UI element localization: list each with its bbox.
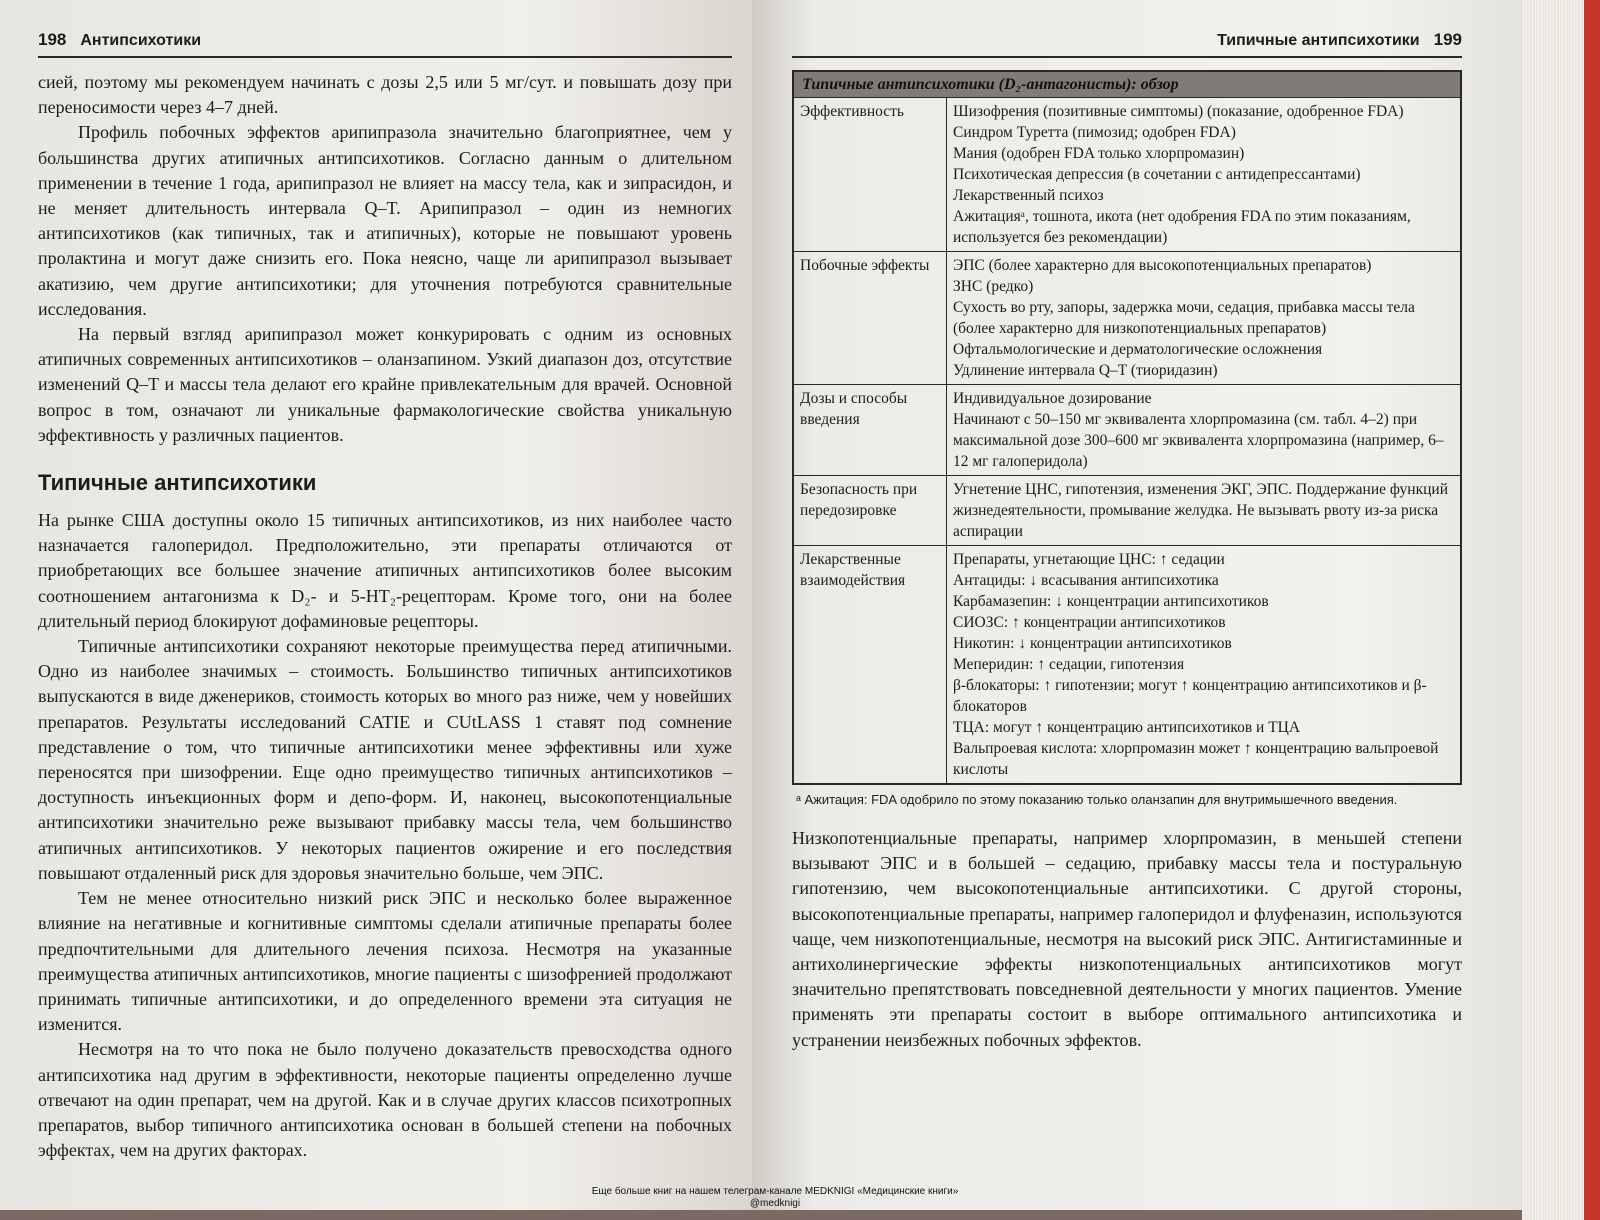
row-label: Дозы и способы введения	[793, 385, 947, 476]
left-page	[0, 0, 752, 1210]
table-line: Никотин: ↓ концентрации антипсихотиков	[953, 635, 1232, 652]
table-row	[793, 252, 1461, 385]
row-label: Побочные эффекты	[793, 252, 947, 385]
left-paragraph: сией, поэтому мы рекомендуем начинать с дозы 2,5 или 5 мг/сут. и повышать дозу при переносимости через 4–7 дней.	[38, 72, 732, 118]
table-line: Начинают с 50–150 мг эквивалента хлорпромазина (см. табл. 4–2) при максимальной дозе 300–600 мг эквивалента хлорпромазина (например, 6–12 мг галоперидола)	[953, 411, 1444, 470]
book-page-edge	[1522, 0, 1600, 1220]
section-paragraph: Несмотря на то что пока не было получено доказательств превосходства одного антипсихотика над другим в эффективности, некоторые пациенты определенно лучше отвечают на один препарат, чем на другой. Как и в случае других классов психотропных препаратов, выбор типичного антипсихотика основан в большей степени на побочных эффектах, чем на других факторах.	[38, 1039, 732, 1161]
table-line: Шизофрения (позитивные симптомы) (показание, одобренное FDA)	[953, 103, 1404, 120]
section-heading: Типичные антипсихотики	[38, 470, 317, 496]
table-line: Индивидуальное дозирование	[953, 390, 1152, 407]
table-line: ЗНС (редко)	[953, 278, 1034, 295]
table-line: Мания (одобрен FDA только хлорпромазин)	[953, 145, 1245, 162]
row-label: Лекарственные взаимодействия	[793, 546, 947, 785]
table-line: Угнетение ЦНС, гипотензия, изменения ЭКГ, ЭПС. Поддержание функций жизнедеятельности, промывание желудка. Не вызывать рвоту из-за риска аспирации	[953, 481, 1449, 540]
table-line: ЭПС (более характерно для высокопотенциальных препаратов)	[953, 257, 1372, 274]
table-line: Психотическая депрессия (в сочетании с антидепрессантами)	[953, 166, 1361, 183]
row-content	[947, 252, 1462, 385]
row-content	[947, 476, 1462, 546]
table-line: Вальпроевая кислота: хлорпромазин может ↑ концентрацию вальпроевой кислоты	[953, 740, 1439, 778]
table-line: Препараты, угнетающие ЦНС: ↑ седации	[953, 551, 1225, 568]
row-label: Безопасность при передозировке	[793, 476, 947, 546]
left-running-head	[38, 30, 732, 58]
watermark-line: Еще больше книг на нашем телеграм-канале MEDKNIGI «Медицинские книги»	[591, 1186, 959, 1197]
table-footnote: ᵃ Ажитация: FDA одобрило по этому показанию только оланзапин для внутримышечного введения.	[796, 792, 1398, 807]
table-row	[793, 385, 1461, 476]
table-line: Офтальмологические и дерматологические осложнения	[953, 341, 1323, 358]
table-line: β-блокаторы: ↑ гипотензии; могут ↑ концентрацию антипсихотиков и β-блокаторов	[953, 677, 1427, 715]
table-line: Лекарственный психоз	[953, 187, 1104, 204]
left-paragraph: На первый взгляд арипипразол может конкурировать с одним из основных атипичных современных антипсихотиков – оланзапином. Узкий диапазон доз, отсутствие изменений Q–T и массы тела делают его крайне привлекательным для врачей. Основной вопрос в том, означают ли уникальные фармакологические свойства уникальную эффективность у различных пациентов.	[38, 324, 732, 445]
right-page-number: 199	[1433, 30, 1462, 49]
table-line: ТЦА: могут ↑ концентрацию антипсихотиков и ТЦА	[953, 719, 1301, 736]
left-page-number: 198	[38, 30, 67, 49]
table-line: Меперидин: ↑ седации, гипотензия	[953, 656, 1185, 673]
section-paragraph: На рынке США доступны около 15 типичных антипсихотиков, из них наиболее часто назначается галоперидол. Предположительно, эти препараты отличаются от приобретающих все большее значение атипичных антипсихотиков более высоким соотношением антагонизма к D₂- и 5-HT₂-рецепторам. Кроме того, они на более длительный период блокируют дофаминовые рецепторы.	[38, 510, 732, 631]
table-line: Ажитацияᵃ, тошнота, икота (нет одобрения FDA по этим показаниям, используется без рекомендации)	[953, 208, 1411, 246]
left-paragraph: Профиль побочных эффектов арипипразола значительно благоприятнее, чем у большинства других атипичных антипсихотиков. Согласно данным о длительном применении в течение 1 года, арипипразол не влияет на массу тела, как и зипрасидон, и не меняет длительность интервала Q–T. Арипипразол – один из немногих антипсихотиков (как типичных, так и атипичных), которые не повышают уровень пролактина и могут даже снизить его. Пока неясно, чаще ли арипипразол вызывает акатизию, чем другие антипсихотики; для уточнения потребуются сравнительные исследования.	[38, 122, 732, 319]
row-content	[947, 98, 1462, 252]
right-paragraph: Низкопотенциальные препараты, например хлорпромазин, в меньшей степени вызывают ЭПС и в большей – седацию, прибавку массы тела и постуральную гипотензию, чем высокопотенциальные антипсихотики. С другой стороны, высокопотенциальные препараты, например галоперидол и флуфеназин, используются чаще, чем низкопотенциальные, несмотря на высокий риск ЭПС. Антигистаминные и антихолинергические эффекты низкопотенциальных антипсихотиков могут значительно препятствовать повседневной деятельности у многих пациентов. Умение применять эти препараты состоит в выборе оптимального антипсихотика и устранении неизбежных побочных эффектов.	[792, 828, 1462, 1050]
right-page	[752, 0, 1522, 1210]
table-row	[793, 546, 1461, 785]
watermark-handle: @medknigi	[749, 1198, 801, 1209]
table-row	[793, 476, 1461, 546]
table-line: Сухость во рту, запоры, задержка мочи, седация, прибавка массы тела (более характерно для низкопотенциальных препаратов)	[953, 299, 1415, 337]
row-label: Эффективность	[793, 98, 947, 252]
table-row	[793, 98, 1461, 252]
table-line: Удлинение интервала Q–T (тиоридазин)	[953, 362, 1218, 379]
table-line: СИОЗС: ↑ концентрации антипсихотиков	[953, 614, 1226, 631]
watermark	[0, 1186, 1550, 1210]
overview-table	[792, 70, 1462, 785]
section-paragraph: Типичные антипсихотики сохраняют некоторые преимущества перед атипичными. Одно из наиболее значимых – стоимость. Большинство типичных антипсихотиков выпускаются в виде дженериков, стоимость которых во много раз ниже, чем у новейших препаратов. Результаты исследований CATIE и CUtLASS 1 ставят под сомнение представление о том, что типичные антипсихотики менее эффективны или хуже переносятся при шизофрении. Еще одно преимущество типичных антипсихотиков – доступность инъекционных форм и депо-форм. И, наконец, высокопотенциальные антипсихотики значительно реже вызывают прибавку массы тела, чем большинство атипичных антипсихотиков. У некоторых пациентов ожирение и его последствия повышают отдаленный риск для здоровья значительно больше, чем ЭПС.	[38, 636, 732, 883]
right-running-title: Типичные антипсихотики	[1217, 32, 1420, 49]
section-paragraph: Тем не менее относительно низкий риск ЭПС и несколько более выраженное влияние на негативные и когнитивные симптомы сделали атипичные препараты более предпочтительными для длительного лечения психоза. Несмотря на указанные преимущества атипичных антипсихотиков, многие пациенты с шизофренией продолжают принимать типичные антипсихотики, и до определенного времени эта ситуация не изменится.	[38, 888, 732, 1035]
left-running-title: Антипсихотики	[80, 32, 202, 49]
table-title: Типичные антипсихотики (D₂-антагонисты): обзор	[793, 71, 1461, 98]
row-content	[947, 546, 1462, 785]
right-running-head	[792, 30, 1462, 58]
table-line: Синдром Туретта (пимозид; одобрен FDA)	[953, 124, 1236, 141]
table-line: Антациды: ↓ всасывания антипсихотика	[953, 572, 1219, 589]
row-content	[947, 385, 1462, 476]
table-line: Карбамазепин: ↓ концентрации антипсихотиков	[953, 593, 1269, 610]
